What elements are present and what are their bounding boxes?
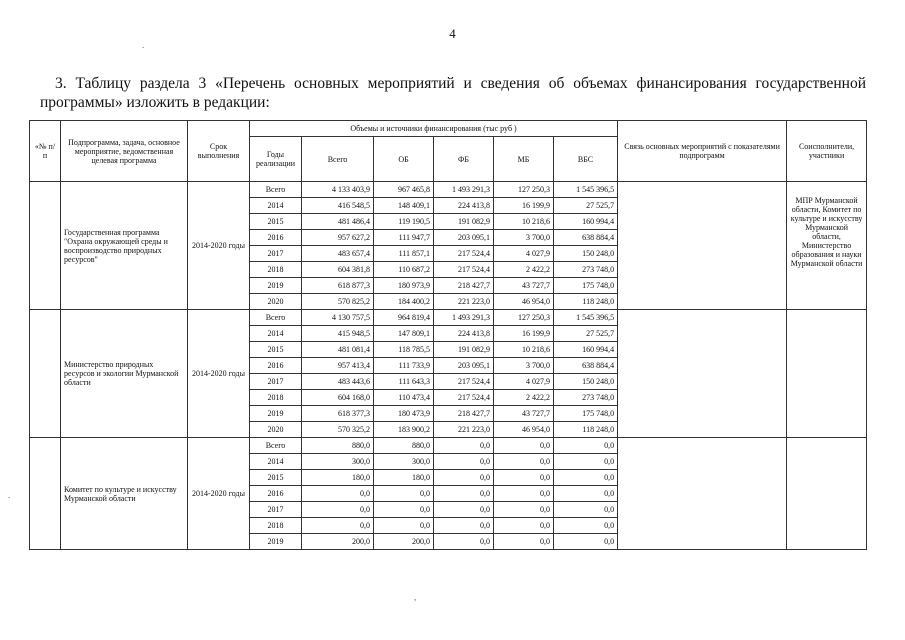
- mb-cell: 2 422,2: [494, 262, 554, 278]
- total-cell: 880,0: [302, 438, 374, 454]
- mb-cell: 4 027,9: [494, 374, 554, 390]
- year-cell: 2014: [250, 326, 302, 342]
- year-cell: 2019: [250, 534, 302, 550]
- mb-cell: 0,0: [494, 518, 554, 534]
- execution-period: 2014-2020 годы: [188, 438, 250, 550]
- fb-cell: 0,0: [434, 534, 494, 550]
- total-cell: 416 548,5: [302, 198, 374, 214]
- mb-cell: 0,0: [494, 454, 554, 470]
- vbs-cell: 27 525,7: [554, 326, 618, 342]
- indicator-link-cell: [618, 182, 787, 310]
- total-cell: 604 381,8: [302, 262, 374, 278]
- header-period: Срок выполнения: [188, 121, 250, 182]
- fb-cell: 203 095,1: [434, 358, 494, 374]
- year-cell: 2014: [250, 454, 302, 470]
- total-cell: 618 377,3: [302, 406, 374, 422]
- fb-cell: 217 524,4: [434, 390, 494, 406]
- vbs-cell: 638 884,4: [554, 230, 618, 246]
- header-num: «№ п/п: [30, 121, 61, 182]
- total-cell: 618 877,3: [302, 278, 374, 294]
- vbs-cell: 118 248,0: [554, 422, 618, 438]
- mb-cell: 16 199,9: [494, 326, 554, 342]
- ob-cell: 110 687,2: [374, 262, 434, 278]
- fb-cell: 0,0: [434, 470, 494, 486]
- ob-cell: 119 190,5: [374, 214, 434, 230]
- total-cell: 957 413,4: [302, 358, 374, 374]
- year-cell: 2020: [250, 422, 302, 438]
- year-cell: 2016: [250, 230, 302, 246]
- row-number-cell: [30, 182, 61, 310]
- year-cell: 2015: [250, 470, 302, 486]
- vbs-cell: 150 248,0: [554, 246, 618, 262]
- total-cell: 415 948,5: [302, 326, 374, 342]
- header-link: Связь основных мероприятий с показателями подпрограмм: [618, 121, 787, 182]
- scan-speck: ,: [414, 592, 417, 602]
- table-row: [30, 182, 867, 198]
- ob-cell: 110 473,4: [374, 390, 434, 406]
- year-cell: 2016: [250, 486, 302, 502]
- ob-cell: 183 900,2: [374, 422, 434, 438]
- year-cell: Всего: [250, 438, 302, 454]
- total-cell: 570 325,2: [302, 422, 374, 438]
- intro-paragraph: 3. Таблицу раздела 3 «Перечень основных мероприятий и сведения об объемах финансирования государственной программы» изложить в редакции:: [40, 75, 866, 111]
- scan-speck: .: [8, 490, 11, 500]
- program-name: Государственная программа "Охрана окружающей среды и воспроизводство природных ресурсов": [61, 182, 188, 310]
- header-financing: Объемы и источники финансирования (тыс руб ): [250, 121, 618, 137]
- vbs-cell: 0,0: [554, 438, 618, 454]
- total-cell: 0,0: [302, 502, 374, 518]
- ob-cell: 148 409,1: [374, 198, 434, 214]
- partners-cell: [787, 438, 867, 550]
- vbs-cell: 160 994,4: [554, 342, 618, 358]
- ob-cell: 964 819,4: [374, 310, 434, 326]
- table-row: [30, 310, 867, 326]
- total-cell: 957 627,2: [302, 230, 374, 246]
- mb-cell: 46 954,0: [494, 422, 554, 438]
- mb-cell: 16 199,9: [494, 198, 554, 214]
- vbs-cell: 0,0: [554, 486, 618, 502]
- ob-cell: 180,0: [374, 470, 434, 486]
- year-cell: Всего: [250, 182, 302, 198]
- program-name: Министерство природных ресурсов и экологии Мурманской области: [61, 310, 188, 438]
- year-cell: 2019: [250, 406, 302, 422]
- ob-cell: 967 465,8: [374, 182, 434, 198]
- vbs-cell: 160 994,4: [554, 214, 618, 230]
- vbs-cell: 175 748,0: [554, 406, 618, 422]
- ob-cell: 0,0: [374, 518, 434, 534]
- header-program: Подпрограмма, задача, основное мероприятие, ведомственная целевая программа: [61, 121, 188, 182]
- year-cell: 2017: [250, 502, 302, 518]
- header-ob: ОБ: [374, 137, 434, 182]
- total-cell: 570 825,2: [302, 294, 374, 310]
- ob-cell: 880,0: [374, 438, 434, 454]
- vbs-cell: 1 545 396,5: [554, 182, 618, 198]
- vbs-cell: 638 884,4: [554, 358, 618, 374]
- row-number-cell: [30, 310, 61, 438]
- ob-cell: 0,0: [374, 502, 434, 518]
- ob-cell: 147 809,1: [374, 326, 434, 342]
- mb-cell: 0,0: [494, 486, 554, 502]
- fb-cell: 221 223,0: [434, 422, 494, 438]
- year-cell: 2015: [250, 342, 302, 358]
- indicator-link-cell: [618, 438, 787, 550]
- mb-cell: 43 727,7: [494, 278, 554, 294]
- vbs-cell: 1 545 396,5: [554, 310, 618, 326]
- vbs-cell: 0,0: [554, 470, 618, 486]
- vbs-cell: 0,0: [554, 518, 618, 534]
- ob-cell: 111 733,9: [374, 358, 434, 374]
- vbs-cell: 0,0: [554, 534, 618, 550]
- header-partners: Соисполнители, участники: [787, 121, 867, 182]
- partners-cell: [787, 310, 867, 438]
- header-mb: МБ: [494, 137, 554, 182]
- ob-cell: 180 473,9: [374, 406, 434, 422]
- ob-cell: 0,0: [374, 486, 434, 502]
- fb-cell: 1 493 291,3: [434, 182, 494, 198]
- total-cell: 4 133 403,9: [302, 182, 374, 198]
- header-vbs: ВБС: [554, 137, 618, 182]
- vbs-cell: 27 525,7: [554, 198, 618, 214]
- table-body: [30, 182, 867, 550]
- mb-cell: 127 250,3: [494, 182, 554, 198]
- header-total: Всего: [302, 137, 374, 182]
- fb-cell: 0,0: [434, 502, 494, 518]
- mb-cell: 3 700,0: [494, 230, 554, 246]
- vbs-cell: 118 248,0: [554, 294, 618, 310]
- mb-cell: 10 218,6: [494, 214, 554, 230]
- total-cell: 300,0: [302, 454, 374, 470]
- ob-cell: 200,0: [374, 534, 434, 550]
- year-cell: 2018: [250, 518, 302, 534]
- mb-cell: 0,0: [494, 502, 554, 518]
- ob-cell: 111 643,3: [374, 374, 434, 390]
- fb-cell: 221 223,0: [434, 294, 494, 310]
- mb-cell: 127 250,3: [494, 310, 554, 326]
- execution-period: 2014-2020 годы: [188, 182, 250, 310]
- total-cell: 4 130 757,5: [302, 310, 374, 326]
- row-number-cell: [30, 438, 61, 550]
- partners-cell: МПР Мурманской области, Комитет по культуре и искусству Мурманской области, Министерство образования и науки Мурманской области: [787, 182, 867, 310]
- table-header: [30, 121, 867, 182]
- year-cell: 2016: [250, 358, 302, 374]
- fb-cell: 191 082,9: [434, 214, 494, 230]
- ob-cell: 184 400,2: [374, 294, 434, 310]
- financing-table: [29, 120, 867, 550]
- table-row: [30, 438, 867, 454]
- program-name: Комитет по культуре и искусству Мурманской области: [61, 438, 188, 550]
- total-cell: 0,0: [302, 518, 374, 534]
- execution-period: 2014-2020 годы: [188, 310, 250, 438]
- year-cell: 2014: [250, 198, 302, 214]
- total-cell: 483 443,6: [302, 374, 374, 390]
- ob-cell: 111 947,7: [374, 230, 434, 246]
- mb-cell: 43 727,7: [494, 406, 554, 422]
- fb-cell: 0,0: [434, 486, 494, 502]
- mb-cell: 0,0: [494, 470, 554, 486]
- vbs-cell: 273 748,0: [554, 262, 618, 278]
- fb-cell: 217 524,4: [434, 262, 494, 278]
- fb-cell: 224 413,8: [434, 198, 494, 214]
- fb-cell: 218 427,7: [434, 406, 494, 422]
- mb-cell: 0,0: [494, 438, 554, 454]
- vbs-cell: 0,0: [554, 454, 618, 470]
- total-cell: 481 081,4: [302, 342, 374, 358]
- vbs-cell: 175 748,0: [554, 278, 618, 294]
- year-cell: 2018: [250, 262, 302, 278]
- scan-speck: .: [142, 40, 145, 50]
- year-cell: 2020: [250, 294, 302, 310]
- total-cell: 0,0: [302, 486, 374, 502]
- mb-cell: 46 954,0: [494, 294, 554, 310]
- total-cell: 481 486,4: [302, 214, 374, 230]
- ob-cell: 118 785,5: [374, 342, 434, 358]
- fb-cell: 0,0: [434, 454, 494, 470]
- mb-cell: 10 218,6: [494, 342, 554, 358]
- fb-cell: 224 413,8: [434, 326, 494, 342]
- ob-cell: 180 973,9: [374, 278, 434, 294]
- header-years: Годы реализации: [250, 137, 302, 182]
- fb-cell: 1 493 291,3: [434, 310, 494, 326]
- total-cell: 483 657,4: [302, 246, 374, 262]
- fb-cell: 217 524,4: [434, 374, 494, 390]
- total-cell: 180,0: [302, 470, 374, 486]
- total-cell: 200,0: [302, 534, 374, 550]
- fb-cell: 218 427,7: [434, 278, 494, 294]
- vbs-cell: 273 748,0: [554, 390, 618, 406]
- total-cell: 604 168,0: [302, 390, 374, 406]
- fb-cell: 217 524,4: [434, 246, 494, 262]
- fb-cell: 191 082,9: [434, 342, 494, 358]
- year-cell: 2019: [250, 278, 302, 294]
- year-cell: 2018: [250, 390, 302, 406]
- ob-cell: 111 857,1: [374, 246, 434, 262]
- year-cell: 2017: [250, 374, 302, 390]
- page-number: 4: [449, 26, 456, 41]
- vbs-cell: 0,0: [554, 502, 618, 518]
- mb-cell: 4 027,9: [494, 246, 554, 262]
- fb-cell: 0,0: [434, 518, 494, 534]
- header-fb: ФБ: [434, 137, 494, 182]
- mb-cell: 0,0: [494, 534, 554, 550]
- fb-cell: 203 095,1: [434, 230, 494, 246]
- year-cell: Всего: [250, 310, 302, 326]
- vbs-cell: 150 248,0: [554, 374, 618, 390]
- fb-cell: 0,0: [434, 438, 494, 454]
- mb-cell: 2 422,2: [494, 390, 554, 406]
- ob-cell: 300,0: [374, 454, 434, 470]
- indicator-link-cell: [618, 310, 787, 438]
- mb-cell: 3 700,0: [494, 358, 554, 374]
- year-cell: 2015: [250, 214, 302, 230]
- year-cell: 2017: [250, 246, 302, 262]
